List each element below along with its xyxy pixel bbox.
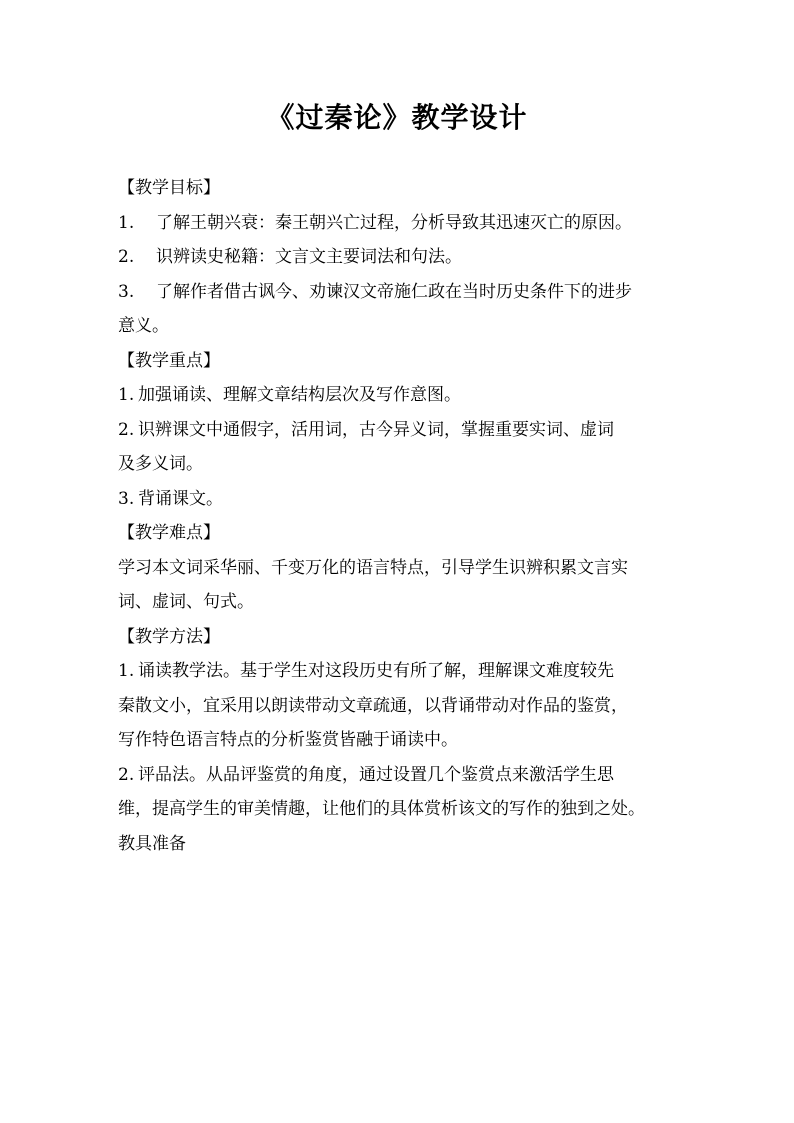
section-heading-methods: 【教学方法】 [118,626,220,647]
key-point-item-2 [118,413,678,448]
document-body [118,171,678,861]
method-item-2 [118,758,678,793]
section-heading-difficulties: 【教学难点】 [118,523,220,543]
key-point-item-3 [118,482,678,517]
list-item-text: 加强诵读、理解文章结构层次及写作意图。 [138,385,461,405]
list-number: 3. [118,488,135,509]
goal-item-3-continued: 意义。 [118,316,169,336]
document-title: 《过秦论》教学设计 [266,101,528,134]
method-item-2-line-2: 维，提高学生的审美情趣，让他们的具体赏析该文的写作的独到之处。 [118,799,645,819]
method-item-1-line-2: 秦散文小，宜采用以朗读带动文章疏通，以背诵带动对作品的鉴赏， [118,695,628,716]
list-number: 2. [118,419,135,440]
section-heading-goals: 【教学目标】 [118,178,220,198]
list-item-text: 识辨读史秘籍：文言文主要词法和句法。 [156,247,462,267]
list-item-text: 识辨课文中通假字，活用词，古今异义词，掌握重要实词、虚词 [138,419,614,440]
method-item-1-line-3: 写作特色语言特点的分析鉴赏皆融于诵读中。 [118,730,458,750]
list-number: 1. [118,212,135,233]
key-point-item-2-continued: 及多义词。 [118,454,203,474]
goal-item-2 [118,240,678,275]
section-heading-tools: 教具准备 [118,833,186,854]
list-number: 3. [118,281,135,302]
difficulties-text-line-1: 学习本文词采华丽、千变万化的语言特点，引导学生识辨积累文言实 [118,557,628,578]
list-number: 1. [118,385,135,405]
section-heading-key-points: 【教学重点】 [118,350,220,371]
list-number: 2. [118,247,135,267]
list-item-text: 背诵课文。 [138,488,223,509]
list-number: 1. [118,661,135,681]
list-number: 2. [118,764,135,785]
list-item-text: 了解作者借古讽今、劝谏汉文帝施仁政在当时历史条件下的进步 [156,281,632,302]
list-item-text: 诵读教学法。基于学生对这段历史有所了解，理解课文难度较先 [138,661,614,681]
goal-item-1 [118,206,678,241]
key-point-item-1 [118,378,678,413]
method-item-1 [118,654,678,689]
list-item-text: 评品法。从品评鉴赏的角度，通过设置几个鉴赏点来激活学生思 [138,764,614,785]
list-item-text: 了解王朝兴衰：秦王朝兴亡过程，分析导致其迅速灭亡的原因。 [156,212,632,233]
goal-item-3 [118,275,678,310]
difficulties-text-line-2: 词、虚词、句式。 [118,592,254,612]
